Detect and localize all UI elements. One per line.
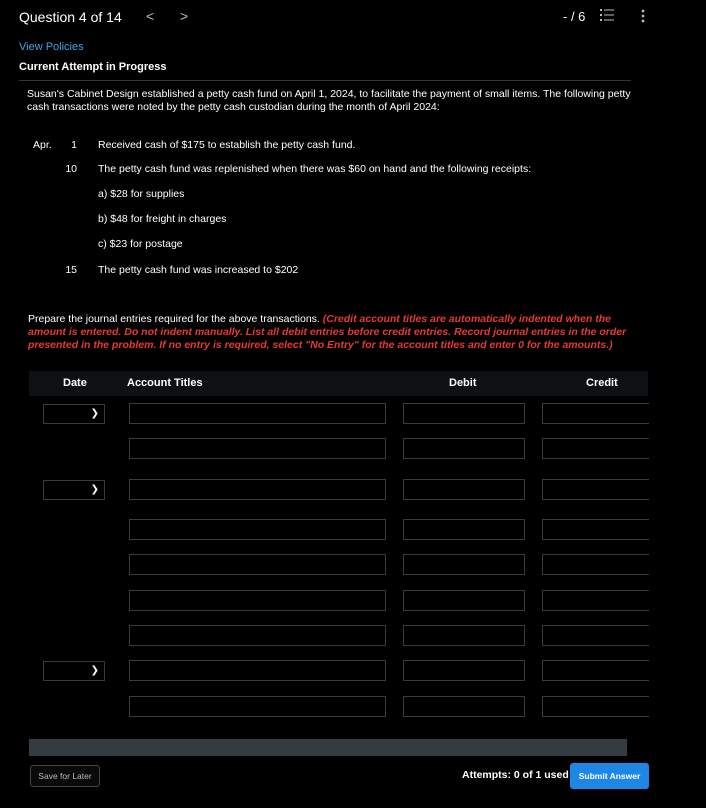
account-titles-column-header: Account Titles xyxy=(127,377,203,389)
next-question-button[interactable]: > xyxy=(180,8,189,24)
receipt-item: c) $23 for postage xyxy=(98,238,183,250)
debit-column-header: Debit xyxy=(449,377,477,389)
credit-input[interactable] xyxy=(542,479,649,500)
date-select[interactable] xyxy=(43,480,105,500)
account-title-input[interactable] xyxy=(129,519,386,540)
instructions-note: (Credit account titles are automatically indented when the amount is entered. Do not indent manually. List all debit entries before credit entries. Record journal entries in the order presented in the problem. If no entry is required, select "No Entry" for the account titles and enter 0 for the amounts.) xyxy=(28,313,627,351)
transaction-day: 1 xyxy=(71,139,77,151)
credit-input[interactable] xyxy=(542,660,649,681)
credit-input[interactable] xyxy=(542,519,649,540)
top-bar xyxy=(0,0,706,34)
transaction-description: The petty cash fund was increased to $202 xyxy=(98,264,299,276)
previous-question-button[interactable]: < xyxy=(146,8,155,24)
debit-input[interactable] xyxy=(403,438,525,459)
account-title-input[interactable] xyxy=(129,590,386,611)
horizontal-scrollbar[interactable] xyxy=(29,739,627,756)
transaction-month: Apr. xyxy=(33,139,52,151)
debit-input[interactable] xyxy=(403,403,525,424)
view-policies-link[interactable]: View Policies xyxy=(19,41,84,53)
account-title-input[interactable] xyxy=(129,696,386,717)
debit-input[interactable] xyxy=(403,554,525,575)
question-list-icon[interactable] xyxy=(600,8,614,22)
account-title-input[interactable] xyxy=(129,403,386,424)
credit-input[interactable] xyxy=(542,403,649,424)
credit-input[interactable] xyxy=(542,590,649,611)
problem-statement: Susan's Cabinet Design established a petty cash fund on April 1, 2024, to facilitate the payment of small items. The following petty cash transactions were noted by the petty cash custodian during the month of April 2024: xyxy=(27,88,631,113)
current-attempt-label: Current Attempt in Progress xyxy=(19,61,167,73)
date-select[interactable] xyxy=(43,404,105,424)
debit-input[interactable] xyxy=(403,519,525,540)
debit-input[interactable] xyxy=(403,479,525,500)
account-title-input[interactable] xyxy=(129,625,386,646)
debit-input[interactable] xyxy=(403,625,525,646)
debit-input[interactable] xyxy=(403,660,525,681)
date-select[interactable] xyxy=(43,661,105,681)
credit-input[interactable] xyxy=(542,625,649,646)
chevron-down-icon: ❯ xyxy=(90,408,99,419)
transaction-description: Received cash of $175 to establish the petty cash fund. xyxy=(98,139,356,151)
save-for-later-button[interactable]: Save for Later xyxy=(30,765,100,787)
transaction-day: 15 xyxy=(65,264,77,276)
chevron-down-icon: ❯ xyxy=(90,484,99,495)
account-title-input[interactable] xyxy=(129,660,386,681)
submit-answer-button[interactable]: Submit Answer xyxy=(570,763,649,789)
account-title-input[interactable] xyxy=(129,479,386,500)
question-score: - / 6 xyxy=(563,9,586,24)
instructions-text: Prepare the journal entries required for the above transactions. xyxy=(28,313,323,325)
receipt-item: a) $28 for supplies xyxy=(98,188,185,200)
transaction-description: The petty cash fund was replenished when there was $60 on hand and the following receipts: xyxy=(98,163,532,175)
instructions xyxy=(28,313,640,352)
account-title-input[interactable] xyxy=(129,554,386,575)
transaction-day: 10 xyxy=(65,163,77,175)
attempts-counter: Attempts: 0 of 1 used xyxy=(462,769,569,781)
journal-table-header xyxy=(29,371,648,396)
receipt-item: b) $48 for freight in charges xyxy=(98,213,227,225)
account-title-input[interactable] xyxy=(129,438,386,459)
debit-input[interactable] xyxy=(403,590,525,611)
credit-column-header: Credit xyxy=(586,377,618,389)
credit-input[interactable] xyxy=(542,438,649,459)
chevron-down-icon: ❯ xyxy=(90,665,99,676)
credit-input[interactable] xyxy=(542,696,649,717)
date-column-header: Date xyxy=(63,377,87,389)
question-title: Question 4 of 14 xyxy=(19,9,122,25)
divider xyxy=(19,80,631,81)
debit-input[interactable] xyxy=(403,696,525,717)
credit-input[interactable] xyxy=(542,554,649,575)
more-options-icon[interactable] xyxy=(640,8,646,24)
